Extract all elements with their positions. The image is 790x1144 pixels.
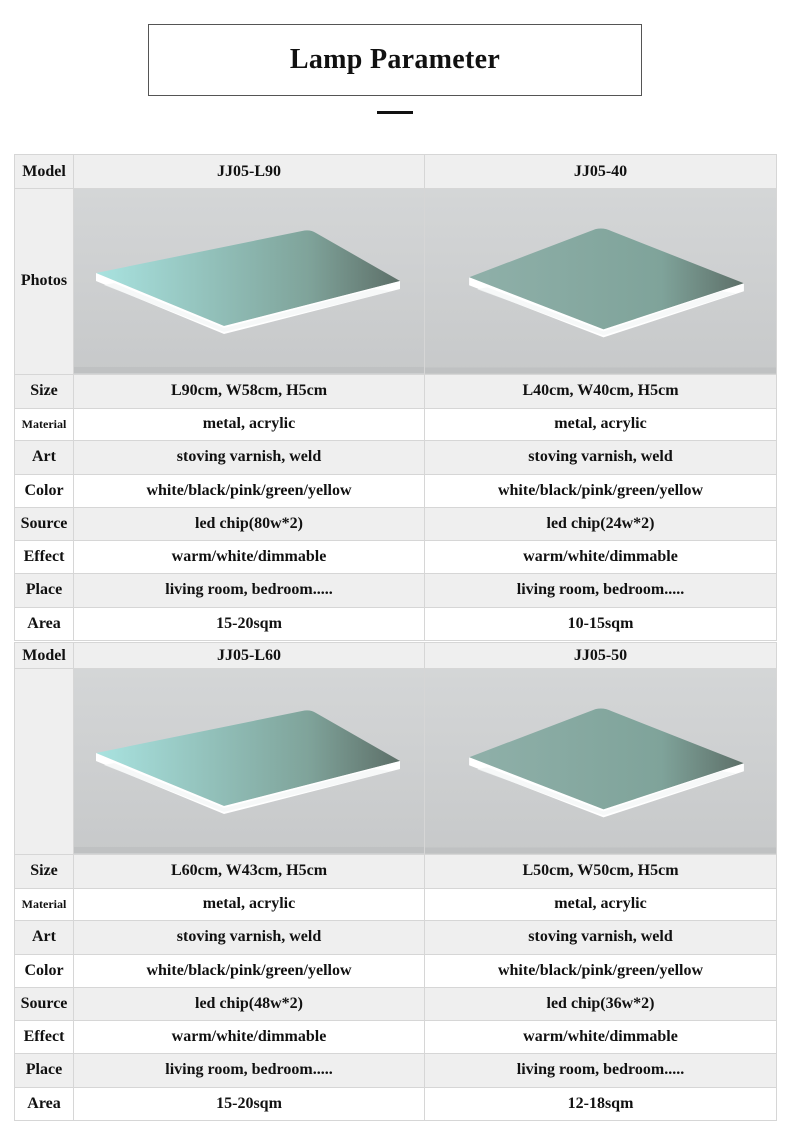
photos-label-cell xyxy=(15,669,74,855)
title-box xyxy=(148,24,642,96)
art-value: stoving varnish, weld xyxy=(74,440,425,474)
size-value: L40cm, W40cm, H5cm xyxy=(425,374,777,408)
lamp-image xyxy=(425,669,776,854)
label-effect: Effect xyxy=(15,1020,74,1053)
area-value: 12-18sqm xyxy=(425,1087,777,1120)
table-row-color xyxy=(15,474,777,507)
product-photo xyxy=(74,189,425,375)
table-row-place xyxy=(15,573,777,607)
table-row-area xyxy=(15,1087,777,1120)
table-row-material xyxy=(15,888,777,920)
label-art: Art xyxy=(15,440,74,474)
photo-shadow xyxy=(425,367,776,373)
color-value: white/black/pink/green/yellow xyxy=(425,474,777,507)
parameter-table-2 xyxy=(14,642,777,1121)
photo-shadow xyxy=(74,367,424,373)
effect-value: warm/white/dimmable xyxy=(425,1020,777,1053)
label-model: Model xyxy=(15,155,74,189)
area-value: 15-20sqm xyxy=(74,607,425,640)
material-value: metal, acrylic xyxy=(425,888,777,920)
art-value: stoving varnish, weld xyxy=(425,920,777,954)
effect-value: warm/white/dimmable xyxy=(74,1020,425,1053)
table-row-photos xyxy=(15,189,777,375)
table-row-photos xyxy=(15,669,777,855)
place-value: living room, bedroom..... xyxy=(425,573,777,607)
label-area: Area xyxy=(15,607,74,640)
area-value: 10-15sqm xyxy=(425,607,777,640)
lamp-image xyxy=(425,189,776,374)
table-row-model xyxy=(15,155,777,189)
table-row-area xyxy=(15,607,777,640)
art-value: stoving varnish, weld xyxy=(425,440,777,474)
table-row-effect xyxy=(15,540,777,573)
lamp-image xyxy=(74,189,424,373)
label-size: Size xyxy=(15,854,74,888)
material-value: metal, acrylic xyxy=(425,408,777,440)
label-model: Model xyxy=(15,643,74,669)
table-row-effect xyxy=(15,1020,777,1053)
source-value: led chip(80w*2) xyxy=(74,507,425,540)
label-area: Area xyxy=(15,1087,74,1120)
label-material: Material xyxy=(15,408,74,440)
size-value: L60cm, W43cm, H5cm xyxy=(74,854,425,888)
color-value: white/black/pink/green/yellow xyxy=(74,954,425,987)
lamp-image xyxy=(74,669,424,853)
source-value: led chip(36w*2) xyxy=(425,987,777,1020)
place-value: living room, bedroom..... xyxy=(74,1053,425,1087)
model-value: JJ05-40 xyxy=(425,155,777,189)
label-effect: Effect xyxy=(15,540,74,573)
label-art: Art xyxy=(15,920,74,954)
size-value: L90cm, W58cm, H5cm xyxy=(74,374,425,408)
table-row-art xyxy=(15,920,777,954)
table-row-color xyxy=(15,954,777,987)
source-value: led chip(48w*2) xyxy=(74,987,425,1020)
table-row-art xyxy=(15,440,777,474)
table-row-place xyxy=(15,1053,777,1087)
effect-value: warm/white/dimmable xyxy=(425,540,777,573)
model-value: JJ05-50 xyxy=(425,643,777,669)
place-value: living room, bedroom..... xyxy=(74,573,425,607)
product-photo xyxy=(425,669,777,855)
table-row-material xyxy=(15,408,777,440)
place-value: living room, bedroom..... xyxy=(425,1053,777,1087)
parameter-table-1 xyxy=(14,154,777,641)
model-value: JJ05-L90 xyxy=(74,155,425,189)
label-color: Color xyxy=(15,474,74,507)
label-source: Source xyxy=(15,987,74,1020)
material-value: metal, acrylic xyxy=(74,408,425,440)
product-photo xyxy=(425,189,777,375)
material-value: metal, acrylic xyxy=(74,888,425,920)
effect-value: warm/white/dimmable xyxy=(74,540,425,573)
photo-shadow xyxy=(425,847,776,853)
color-value: white/black/pink/green/yellow xyxy=(74,474,425,507)
label-place: Place xyxy=(15,1053,74,1087)
table-row-model xyxy=(15,643,777,669)
area-value: 15-20sqm xyxy=(74,1087,425,1120)
label-source: Source xyxy=(15,507,74,540)
product-photo xyxy=(74,669,425,855)
table-row-size xyxy=(15,854,777,888)
art-value: stoving varnish, weld xyxy=(74,920,425,954)
model-value: JJ05-L60 xyxy=(74,643,425,669)
label-material: Material xyxy=(15,888,74,920)
label-place: Place xyxy=(15,573,74,607)
title-underline xyxy=(377,111,413,114)
label-photos: Photos xyxy=(15,189,74,375)
page-title: Lamp Parameter xyxy=(289,44,501,75)
label-size: Size xyxy=(15,374,74,408)
table-row-source xyxy=(15,987,777,1020)
photo-shadow xyxy=(74,847,424,853)
label-color: Color xyxy=(15,954,74,987)
table-row-size xyxy=(15,374,777,408)
source-value: led chip(24w*2) xyxy=(425,507,777,540)
size-value: L50cm, W50cm, H5cm xyxy=(425,854,777,888)
color-value: white/black/pink/green/yellow xyxy=(425,954,777,987)
table-row-source xyxy=(15,507,777,540)
